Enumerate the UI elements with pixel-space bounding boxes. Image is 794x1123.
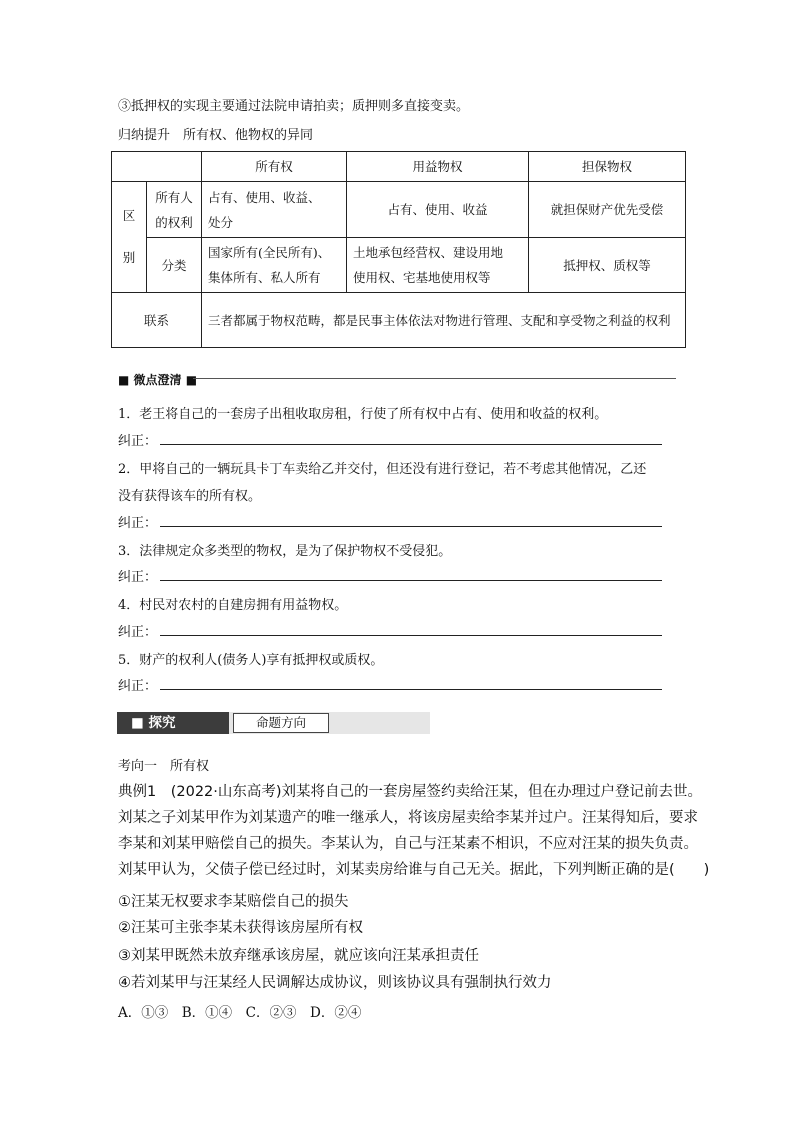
correction-label: 纠正： bbox=[118, 516, 158, 531]
banner-main: ■ 探究 bbox=[117, 712, 229, 734]
comparison-table bbox=[111, 151, 686, 348]
answer-choices: A．①③ B．①④ C．②③ D．②④ bbox=[118, 1005, 362, 1021]
table-cell: 就担保财产优先受偿 bbox=[529, 182, 686, 238]
intro-line: ③抵押权的实现主要通过法院申请拍卖；质押则多直接变卖。 bbox=[118, 99, 470, 114]
correction-blank[interactable] bbox=[160, 689, 662, 690]
banner-tag: 命题方向 bbox=[233, 713, 329, 733]
option-statement: ②汪某可主张李某未获得该房屋所有权 bbox=[118, 920, 363, 936]
correction-blank[interactable] bbox=[160, 635, 662, 636]
clarify-title: ■ 微点澄清 ■ bbox=[118, 373, 198, 387]
table-header-cell: 用益物权 bbox=[347, 152, 529, 182]
example-line: 典例1 (2022·山东高考)刘某将自己的一套房屋签约卖给汪某，但在办理过户登记前去世。 bbox=[118, 784, 703, 800]
direction-heading: 考向一 所有权 bbox=[118, 759, 210, 774]
clarify-item: 3．法律规定众多类型的物权，是为了保护物权不受侵犯。 bbox=[118, 544, 452, 559]
link-label: 联系 bbox=[112, 293, 202, 348]
table-cell: 抵押权、质权等 bbox=[529, 238, 686, 293]
correction-label: 纠正： bbox=[118, 679, 158, 694]
clarify-item: 1．老王将自己的一套房子出租收取房租，行使了所有权中占有、使用和收益的权利。 bbox=[118, 407, 608, 422]
table-cell: 占有、使用、收益、 处分 bbox=[202, 182, 347, 238]
clarify-item-cont: 没有获得该车的所有权。 bbox=[118, 489, 262, 504]
option-statement: ①汪某无权要求李某赔偿自己的损失 bbox=[118, 894, 349, 910]
table-cell: 国家所有(全民所有)、 集体所有、私人所有 bbox=[202, 238, 347, 293]
diff-label: 区 别 bbox=[112, 182, 147, 293]
correction-label: 纠正： bbox=[118, 434, 158, 449]
option-statement: ③刘某甲既然未放弃继承该房屋，就应该向汪某承担责任 bbox=[118, 948, 479, 964]
correction-label: 纠正： bbox=[118, 625, 158, 640]
correction-blank[interactable] bbox=[160, 580, 662, 581]
table-cell: 占有、使用、收益 bbox=[347, 182, 529, 238]
option-statement: ④若刘某甲与汪某经人民调解达成协议，则该协议具有强制执行效力 bbox=[118, 975, 552, 991]
example-line: 刘某甲认为，父债子偿已经过时，刘某卖房给谁与自己无关。据此，下列判断正确的是( ) bbox=[118, 862, 710, 878]
table-header-cell: 担保物权 bbox=[529, 152, 686, 182]
correction-blank[interactable] bbox=[160, 526, 662, 527]
clarify-item: 4．村民对农村的自建房拥有用益物权。 bbox=[118, 598, 348, 613]
table-header-cell: 所有权 bbox=[202, 152, 347, 182]
link-text: 三者都属于物权范畴，都是民事主体依法对物进行管理、支配和享受物之利益的权利 bbox=[202, 293, 686, 348]
row-label: 分类 bbox=[147, 238, 202, 293]
clarify-item: 2．甲将自己的一辆玩具卡丁车卖给乙并交付，但还没有进行登记，若不考虑其他情况，乙还 bbox=[118, 462, 647, 477]
clarify-rule bbox=[193, 378, 676, 379]
correction-blank[interactable] bbox=[160, 444, 662, 445]
summary-heading: 归纳提升 所有权、他物权的异同 bbox=[118, 128, 314, 143]
example-line: 李某和刘某甲赔偿自己的损失。李某认为，自己与汪某素不相识，不应对汪某的损失负责。 bbox=[118, 836, 698, 852]
example-line: 刘某之子刘某甲作为刘某遗产的唯一继承人，将该房屋卖给李某并过户。汪某得知后，要求 bbox=[118, 810, 698, 826]
row-label: 所有人 的权利 bbox=[147, 182, 202, 238]
correction-label: 纠正： bbox=[118, 570, 158, 585]
clarify-item: 5．财产的权利人(债务人)享有抵押权或质权。 bbox=[118, 653, 384, 668]
table-corner bbox=[112, 152, 202, 182]
table-cell: 土地承包经营权、建设用地 使用权、宅基地使用权等 bbox=[347, 238, 529, 293]
